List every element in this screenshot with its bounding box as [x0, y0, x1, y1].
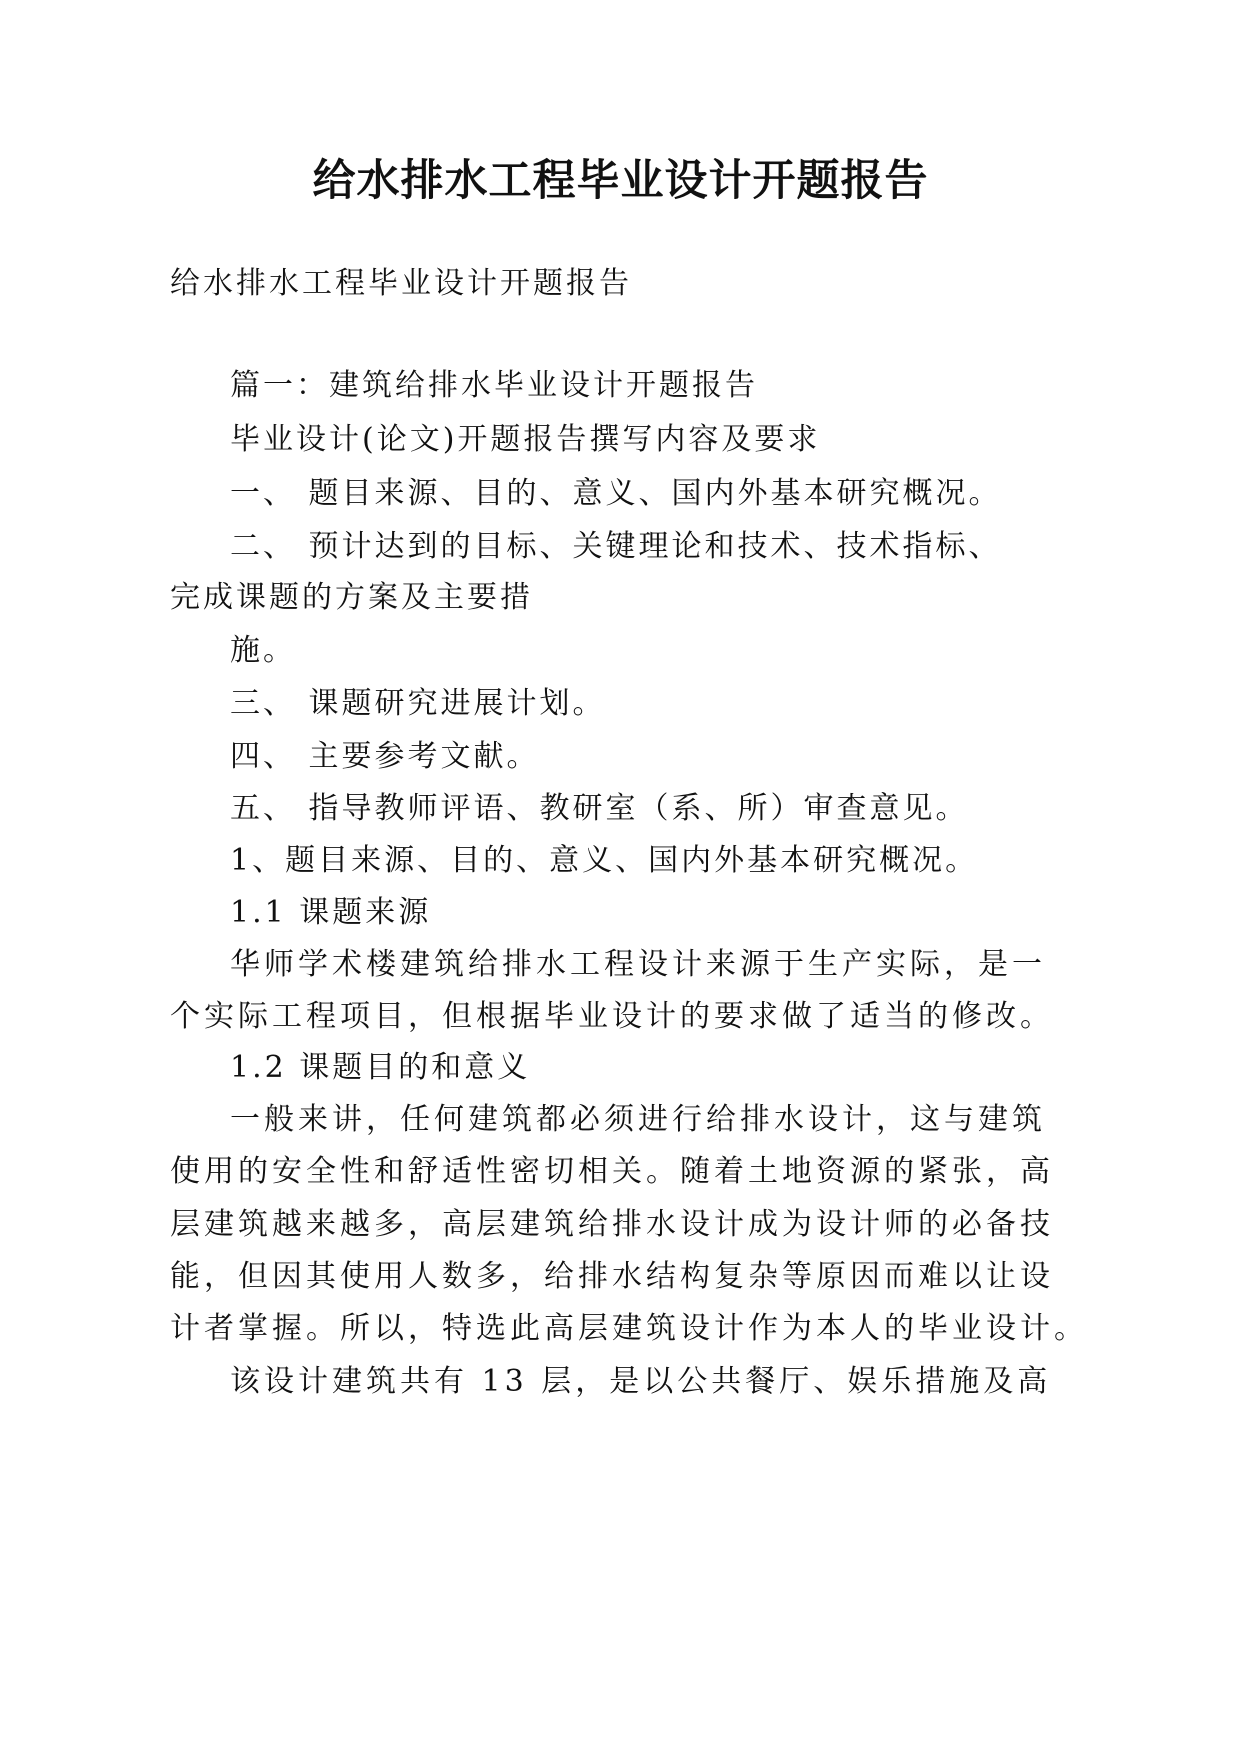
text-line: 五、 指导教师评语、教研室（系、所）审查意见。 [230, 791, 969, 826]
section-heading: 1.2 课题目的和意义 [230, 1050, 531, 1085]
text-line: 三、 课题研究进展计划。 [230, 686, 606, 721]
text-line: 个实际工程项目，但根据毕业设计的要求做了适当的修改。 [170, 999, 1054, 1034]
text-line: 一、 题目来源、目的、意义、国内外基本研究概况。 [230, 476, 1002, 511]
text-line: 毕业设计(论文)开题报告撰写内容及要求 [230, 422, 821, 457]
text-line: 使用的安全性和舒适性密切相关。随着土地资源的紧张，高 [170, 1154, 1054, 1189]
text-line: 该设计建筑共有 13 层，是以公共餐厅、娱乐措施及高 [230, 1364, 1052, 1399]
text-line: 四、 主要参考文献。 [230, 739, 540, 774]
text-line: 一般来讲，任何建筑都必须进行给排水设计，这与建筑 [230, 1102, 1046, 1137]
document-title: 给水排水工程毕业设计开题报告 [312, 156, 929, 206]
text-line: 计者掌握。所以，特选此高层建筑设计作为本人的毕业设计。 [170, 1311, 1088, 1346]
subtitle-line: 给水排水工程毕业设计开题报告 [170, 266, 632, 301]
text-line: 二、 预计达到的目标、关键理论和技术、技术指标、 [230, 529, 1002, 564]
text-line: 篇一：建筑给排水毕业设计开题报告 [230, 368, 758, 403]
text-line: 1、题目来源、目的、意义、国内外基本研究概况。 [230, 843, 979, 878]
text-line: 层建筑越来越多，高层建筑给排水设计成为设计师的必备技 [170, 1207, 1054, 1242]
text-line: 能，但因其使用人数多，给排水结构复杂等原因而难以让设 [170, 1259, 1054, 1294]
text-line: 华师学术楼建筑给排水工程设计来源于生产实际，是一 [230, 947, 1046, 982]
section-heading: 1.1 课题来源 [230, 895, 432, 930]
text-line: 完成课题的方案及主要措 [170, 580, 533, 615]
text-line: 施。 [230, 633, 296, 668]
